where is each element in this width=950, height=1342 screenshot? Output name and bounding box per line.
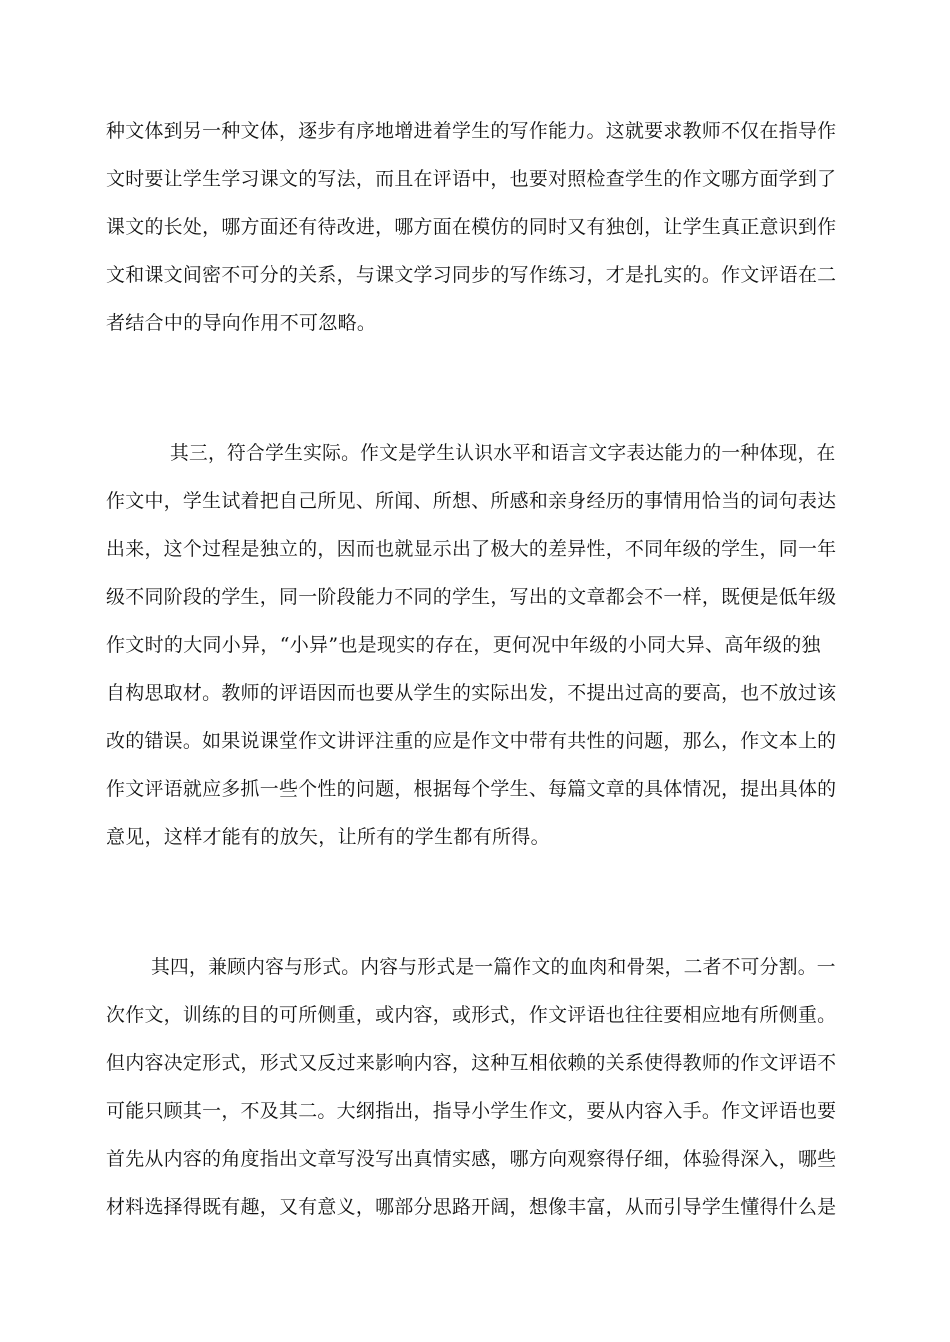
paragraph-2-line-2: 作文中，学生试着把自己所见、所闻、所想、所感和亲身经历的事情用恰当的词句表达 bbox=[106, 490, 837, 512]
paragraph-2-line-1: 其三，符合学生实际。作文是学生认识水平和语言文字表达能力的一种体现，在 bbox=[170, 442, 836, 464]
paragraph-1-line-2: 文时要让学生学习课文的写法，而且在评语中，也要对照检查学生的作文哪方面学到了 bbox=[106, 168, 837, 190]
paragraph-2-line-8: 作文评语就应多抓一些个性的问题，根据每个学生、每篇文章的具体情况，提出具体的 bbox=[106, 778, 837, 800]
paragraph-2-line-3: 出来，这个过程是独立的，因而也就显示出了极大的差异性，不同年级的学生，同一年 bbox=[106, 538, 837, 560]
paragraph-3-line-5: 首先从内容的角度指出文章写没写出真情实感，哪方向观察得仔细，体验得深入，哪些 bbox=[106, 1148, 837, 1170]
paragraph-1-line-1: 种文体到另一种文体，逐步有序地增进着学生的写作能力。这就要求教师不仅在指导作 bbox=[106, 120, 837, 142]
paragraph-2-line-5: 作文时的大同小异，“小异”也是现实的存在，更何况中年级的小同大异、高年级的独 bbox=[106, 634, 821, 656]
paragraph-2-line-4: 级不同阶段的学生，同一阶段能力不同的学生，写出的文章都会不一样，既便是低年级 bbox=[106, 586, 837, 608]
paragraph-3-line-1: 其四，兼顾内容与形式。内容与形式是一篇作文的血肉和骨架，二者不可分割。一 bbox=[151, 956, 836, 978]
paragraph-2-line-9: 意见，这样才能有的放矢，让所有的学生都有所得。 bbox=[106, 826, 550, 848]
paragraph-1-line-5: 者结合中的导向作用不可忽略。 bbox=[106, 312, 377, 334]
paragraph-3-line-4: 可能只顾其一，不及其二。大纲指出，指导小学生作文，要从内容入手。作文评语也要 bbox=[106, 1100, 837, 1122]
paragraph-2-line-6: 自构思取材。教师的评语因而也要从学生的实际出发，不提出过高的要高，也不放过该 bbox=[106, 682, 837, 704]
paragraph-3-line-6: 材料选择得既有趣，又有意义，哪部分思路开阔，想像丰富，从而引导学生懂得什么是 bbox=[106, 1196, 837, 1218]
paragraph-1-line-3: 课文的长处，哪方面还有待改进，哪方面在模仿的同时又有独创，让学生真正意识到作 bbox=[106, 216, 837, 238]
paragraph-3-line-3: 但内容决定形式，形式又反过来影响内容，这种互相依赖的关系使得教师的作文评语不 bbox=[106, 1052, 837, 1074]
paragraph-3-line-2: 次作文，训练的目的可所侧重，或内容，或形式，作文评语也往往要相应地有所侧重。 bbox=[106, 1004, 837, 1026]
paragraph-2-line-7: 改的错误。如果说课堂作文讲评注重的应是作文中带有共性的问题，那么，作文本上的 bbox=[106, 730, 837, 752]
paragraph-1-line-4: 文和课文间密不可分的关系，与课文学习同步的写作练习，才是扎实的。作文评语在二 bbox=[106, 264, 837, 286]
